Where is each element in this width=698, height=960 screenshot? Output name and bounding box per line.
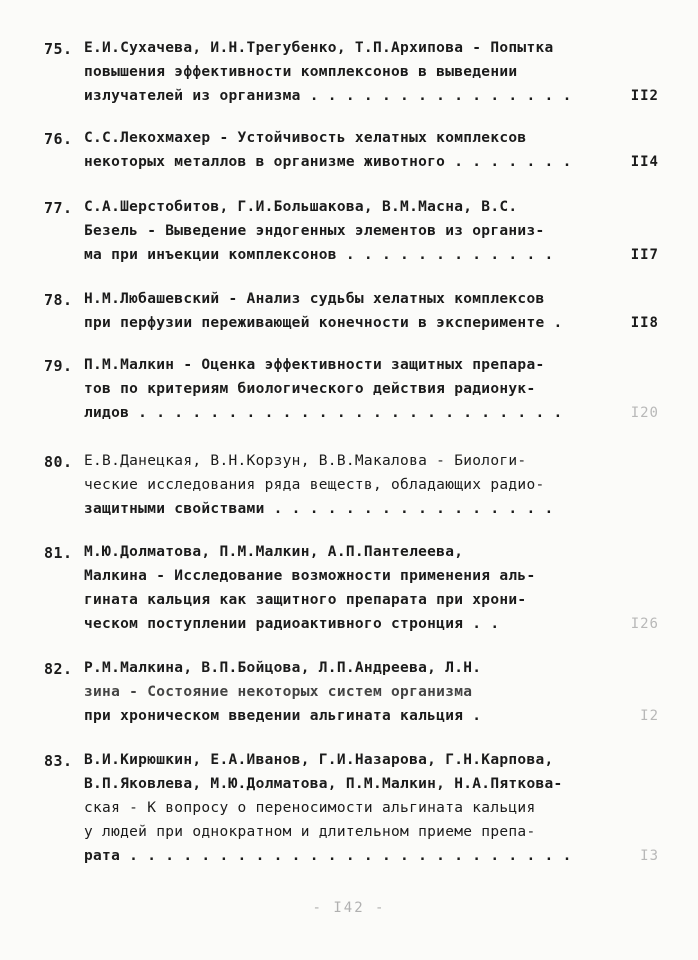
entry-line: Малкина - Исследование возможности применения аль-	[84, 568, 536, 584]
entry-line: С.С.Лекохмахер - Устойчивость хелатных комплексов	[84, 130, 527, 146]
entry-page-number: II8	[630, 315, 659, 331]
entry-line: тов по критериям биологического действия радионук-	[84, 381, 536, 397]
entry-line: ма при инъекции комплексонов . . . . . . . . . . . .	[84, 247, 554, 263]
entry-page-number: II7	[630, 247, 659, 263]
entry-number: 83.	[44, 752, 73, 770]
entry-line: П.М.Малкин - Оценка эффективности защитных препара-	[84, 357, 545, 373]
entry-page-number: I3	[640, 848, 659, 864]
entry-line: С.А.Шерстобитов, Г.И.Большакова, В.М.Масна, В.С.	[84, 199, 518, 215]
entry-page-number: I26	[630, 616, 659, 632]
entry-line: защитными свойствами . . . . . . . . . . . . . . . .	[84, 501, 554, 517]
entry-line: при хроническом введении альгината кальция .	[84, 708, 482, 724]
entry-line: В.И.Кирюшкин, Е.А.Иванов, Г.И.Назарова, Г.Н.Карпова,	[84, 752, 554, 768]
entry-page-number: II2	[630, 88, 659, 104]
entry-line: ческом поступлении радиоактивного стронция . .	[84, 616, 500, 632]
entry-line: М.Ю.Долматова, П.М.Малкин, А.П.Пантелеева,	[84, 544, 464, 560]
entry-page-number: I2	[640, 708, 659, 724]
entry-line: Е.И.Сухачева, И.Н.Трегубенко, Т.П.Архипова - Попытка	[84, 40, 554, 56]
entry-line: у людей при однократном и длительном приеме препа-	[84, 824, 536, 840]
entry-line: Безель - Выведение эндогенных элементов из организ-	[84, 223, 545, 239]
entry-line: некоторых металлов в организме животного . . . . . . .	[84, 154, 572, 170]
entry-number: 76.	[44, 130, 73, 148]
entry-number: 81.	[44, 544, 73, 562]
entry-number: 80.	[44, 453, 73, 471]
entry-line: зина - Состояние некоторых систем организма	[84, 684, 473, 700]
entry-page-number: II4	[630, 154, 659, 170]
entry-number: 79.	[44, 357, 73, 375]
entry-line: лидов . . . . . . . . . . . . . . . . . . . . . . . .	[84, 405, 563, 421]
entry-line: ческие исследования ряда веществ, обладающих радио-	[84, 477, 545, 493]
entry-line: Н.М.Любашевский - Анализ судьбы хелатных комплексов	[84, 291, 545, 307]
entry-number: 75.	[44, 40, 73, 58]
entry-number: 77.	[44, 199, 73, 217]
entry-line: повышения эффективности комплексонов в выведении	[84, 64, 518, 80]
entry-line: Р.М.Малкина, В.П.Бойцова, Л.П.Андреева, Л.Н.	[84, 660, 482, 676]
entry-line: рата . . . . . . . . . . . . . . . . . . . . . . . . .	[84, 848, 572, 864]
entry-line: Е.В.Данецкая, В.Н.Корзун, В.В.Макалова - Биологи-	[84, 453, 527, 469]
entry-number: 82.	[44, 660, 73, 678]
entry-line: гината кальция как защитного препарата при хрони-	[84, 592, 527, 608]
entry-line: при перфузии переживающей конечности в эксперименте .	[84, 315, 563, 331]
page-footer-number: - I42 -	[312, 900, 386, 916]
entry-line: В.П.Яковлева, М.Ю.Долматова, П.М.Малкин, Н.А.Пяткова-	[84, 776, 563, 792]
entry-number: 78.	[44, 291, 73, 309]
entry-page-number: I20	[630, 405, 659, 421]
entry-line: излучателей из организма . . . . . . . . . . . . . . .	[84, 88, 572, 104]
entry-line: ская - К вопросу о переносимости альгината кальция	[84, 800, 536, 816]
